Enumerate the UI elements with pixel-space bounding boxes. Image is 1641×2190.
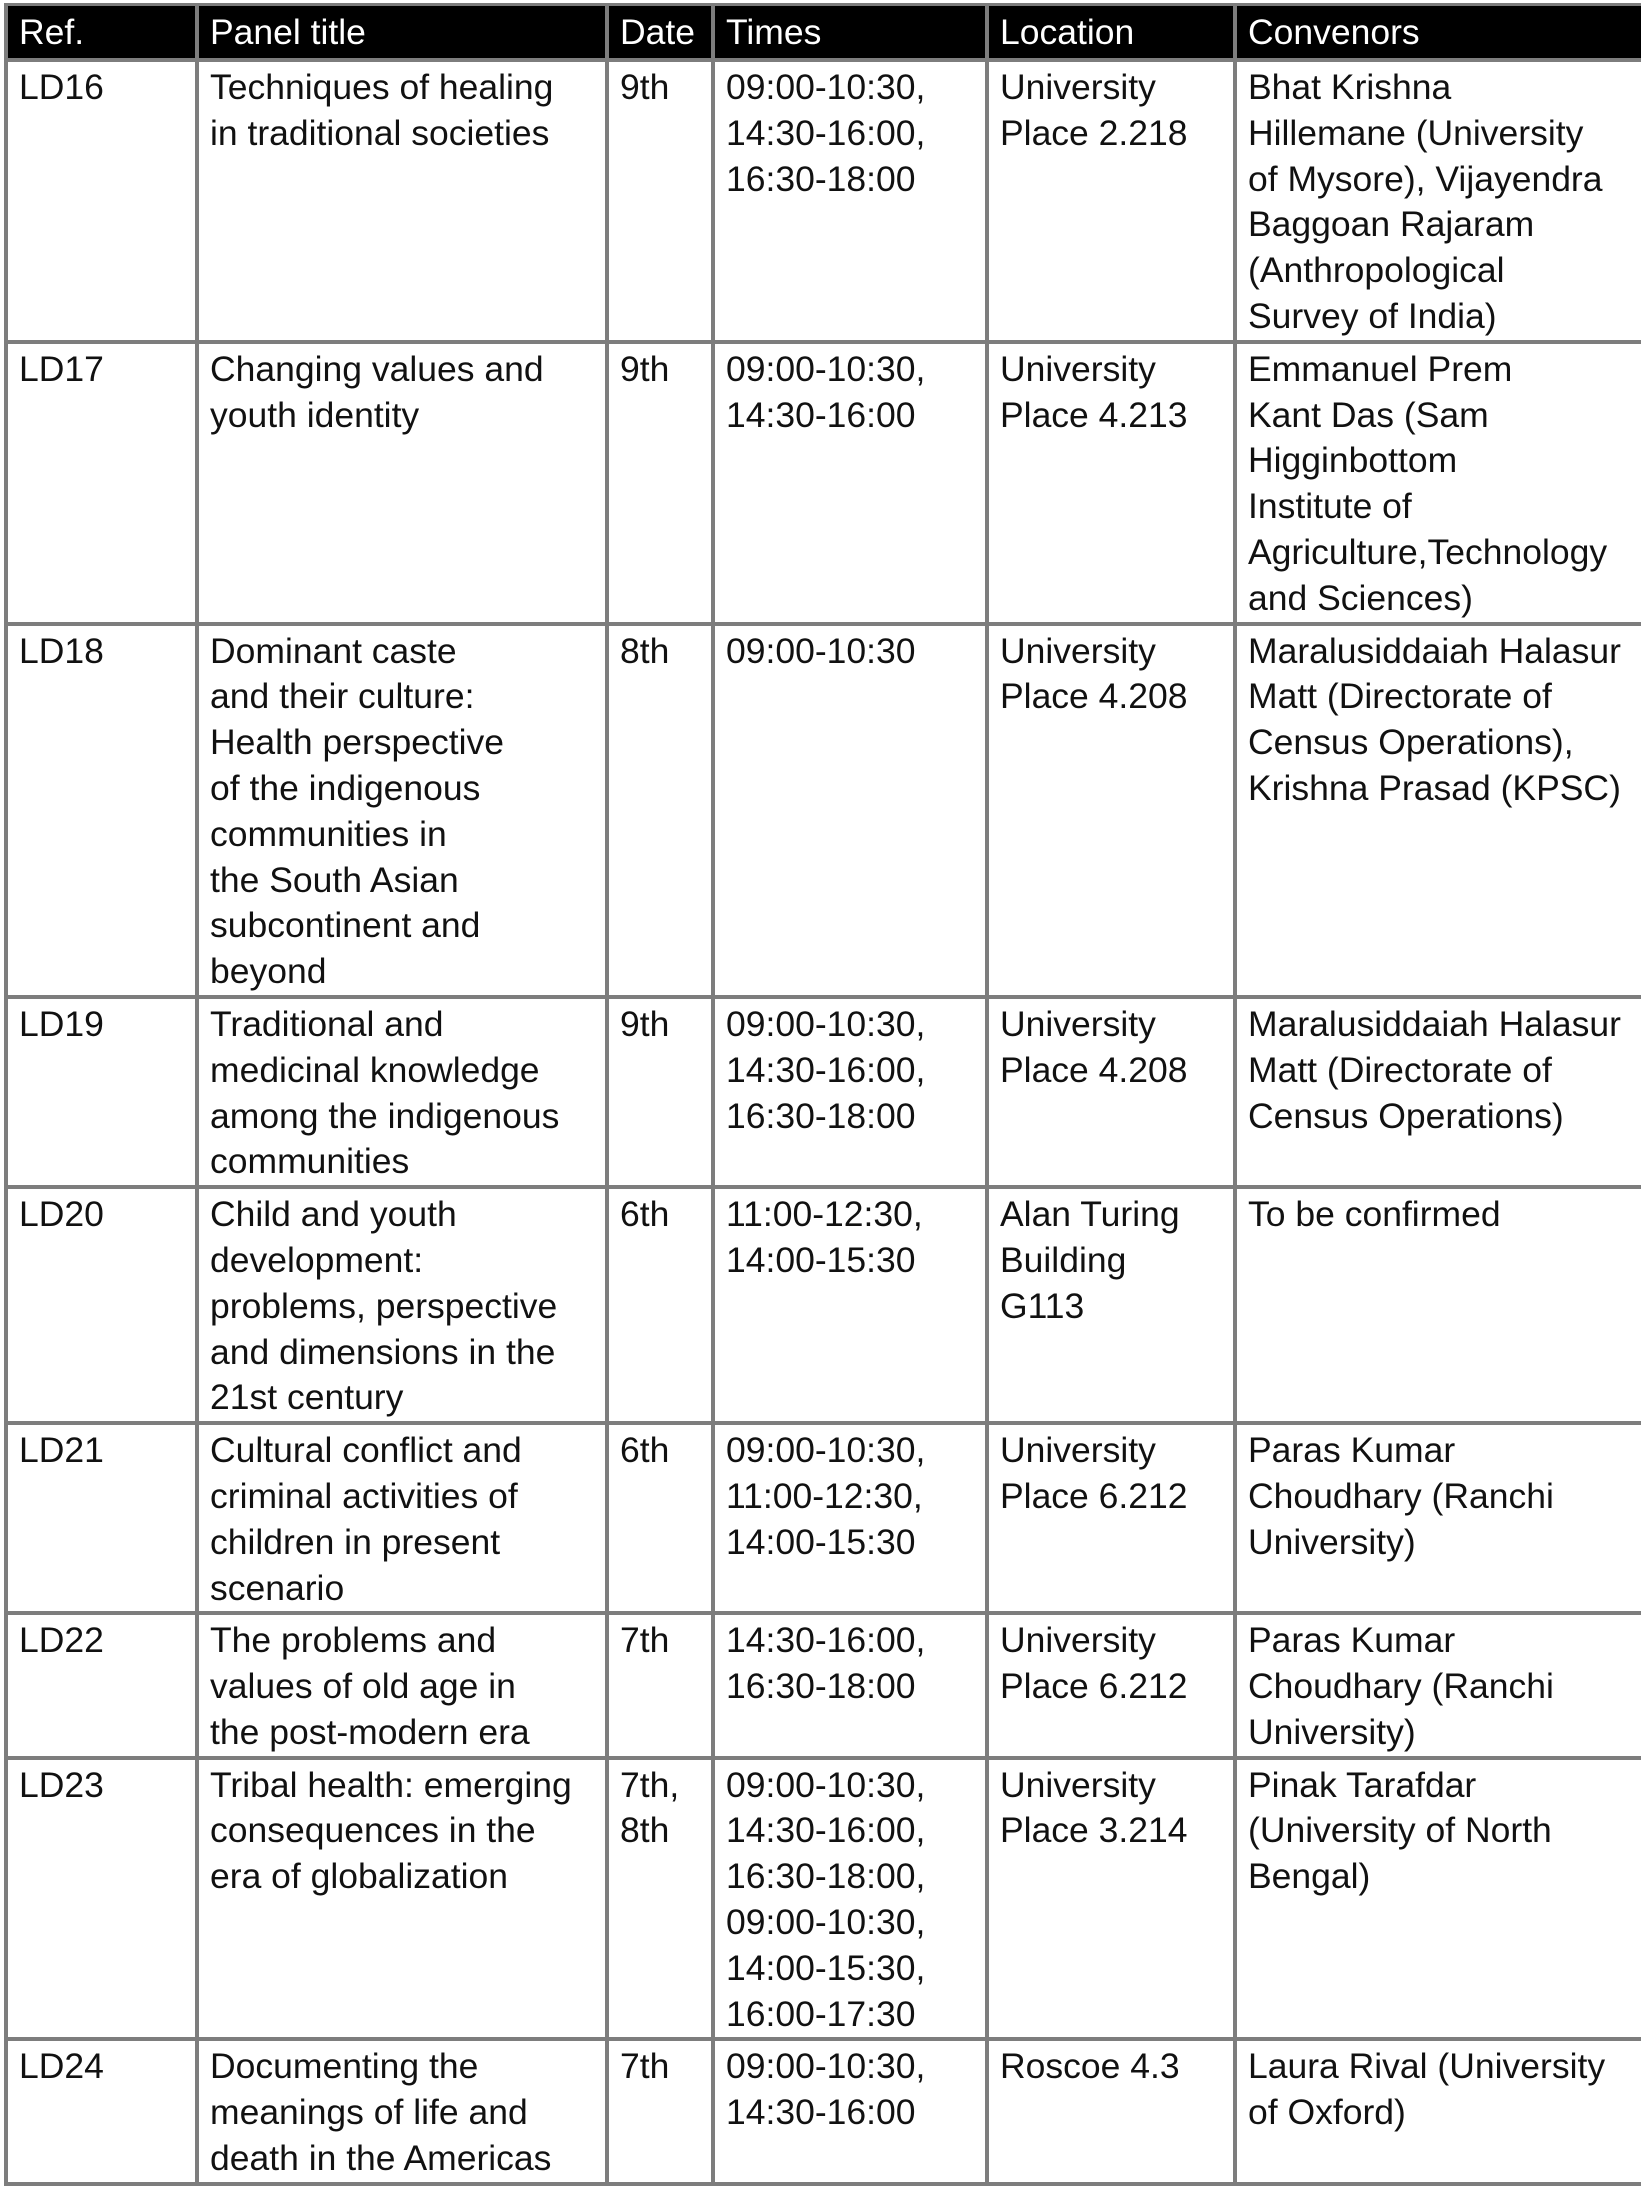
cell-times: 11:00-12:30, 14:00-15:30 bbox=[713, 1187, 987, 1423]
cell-location: University Place 4.213 bbox=[987, 342, 1235, 624]
cell-convenors: Paras Kumar Choudhary (Ranchi University) bbox=[1235, 1423, 1641, 1613]
cell-date: 7th bbox=[607, 2039, 713, 2183]
cell-ref: LD23 bbox=[6, 1758, 197, 2040]
cell-location: University Place 6.212 bbox=[987, 1423, 1235, 1613]
cell-times: 14:30-16:00, 16:30-18:00 bbox=[713, 1613, 987, 1757]
cell-location: University Place 4.208 bbox=[987, 624, 1235, 997]
cell-convenors: Pinak Tarafdar (University of North Bengal) bbox=[1235, 1758, 1641, 2040]
cell-times: 09:00-10:30, 14:30-16:00, 16:30-18:00 bbox=[713, 60, 987, 342]
panels-table bbox=[4, 3, 1641, 2186]
cell-times: 09:00-10:30 bbox=[713, 624, 987, 997]
cell-date: 9th bbox=[607, 997, 713, 1187]
header-ref: Ref. bbox=[6, 5, 197, 61]
cell-convenors: Maralusiddaiah Halasur Matt (Directorate of Census Operations) bbox=[1235, 997, 1641, 1187]
cell-panel-title: Changing values and youth identity bbox=[197, 342, 607, 624]
table-row bbox=[6, 342, 1641, 624]
cell-convenors: Bhat Krishna Hillemane (University of Mysore), Vijayendra Baggoan Rajaram (Anthropological Survey of India) bbox=[1235, 60, 1641, 342]
cell-location: Alan Turing Building G113 bbox=[987, 1187, 1235, 1423]
cell-location: University Place 2.218 bbox=[987, 60, 1235, 342]
cell-ref: LD20 bbox=[6, 1187, 197, 1423]
cell-convenors: Maralusiddaiah Halasur Matt (Directorate of Census Operations), Krishna Prasad (KPSC) bbox=[1235, 624, 1641, 997]
cell-location: University Place 3.214 bbox=[987, 1758, 1235, 2040]
header-row bbox=[6, 5, 1641, 61]
cell-panel-title: The problems and values of old age in the post-modern era bbox=[197, 1613, 607, 1757]
cell-times: 09:00-10:30, 14:30-16:00, 16:30-18:00, 09:00-10:30, 14:00-15:30, 16:00-17:30 bbox=[713, 1758, 987, 2040]
table-row bbox=[6, 1758, 1641, 2040]
cell-ref: LD22 bbox=[6, 1613, 197, 1757]
cell-convenors: Laura Rival (University of Oxford) bbox=[1235, 2039, 1641, 2183]
cell-times: 09:00-10:30, 14:30-16:00, 16:30-18:00 bbox=[713, 997, 987, 1187]
cell-ref: LD16 bbox=[6, 60, 197, 342]
cell-times: 09:00-10:30, 11:00-12:30, 14:00-15:30 bbox=[713, 1423, 987, 1613]
header-panel-title: Panel title bbox=[197, 5, 607, 61]
cell-panel-title: Techniques of healing in traditional societies bbox=[197, 60, 607, 342]
cell-ref: LD19 bbox=[6, 997, 197, 1187]
header-date: Date bbox=[607, 5, 713, 61]
table-row bbox=[6, 997, 1641, 1187]
table-row bbox=[6, 1187, 1641, 1423]
cell-ref: LD21 bbox=[6, 1423, 197, 1613]
cell-convenors: To be confirmed bbox=[1235, 1187, 1641, 1423]
cell-convenors: Emmanuel Prem Kant Das (Sam Higginbottom Institute of Agriculture,Technology and Sciences) bbox=[1235, 342, 1641, 624]
cell-date: 9th bbox=[607, 342, 713, 624]
cell-times: 09:00-10:30, 14:30-16:00 bbox=[713, 2039, 987, 2183]
cell-panel-title: Dominant caste and their culture: Health perspective of the indigenous communities in the South Asian subcontinent and beyond bbox=[197, 624, 607, 997]
table-row bbox=[6, 1423, 1641, 1613]
cell-date: 6th bbox=[607, 1423, 713, 1613]
cell-convenors: Paras Kumar Choudhary (Ranchi University) bbox=[1235, 1613, 1641, 1757]
cell-panel-title: Traditional and medicinal knowledge among the indigenous communities bbox=[197, 997, 607, 1187]
table-row bbox=[6, 2039, 1641, 2183]
header-convenors: Convenors bbox=[1235, 5, 1641, 61]
cell-date: 6th bbox=[607, 1187, 713, 1423]
table-row bbox=[6, 60, 1641, 342]
cell-ref: LD24 bbox=[6, 2039, 197, 2183]
cell-panel-title: Documenting the meanings of life and death in the Americas bbox=[197, 2039, 607, 2183]
cell-location: University Place 6.212 bbox=[987, 1613, 1235, 1757]
cell-panel-title: Tribal health: emerging consequences in the era of globalization bbox=[197, 1758, 607, 2040]
cell-date: 7th bbox=[607, 1613, 713, 1757]
cell-location: University Place 4.208 bbox=[987, 997, 1235, 1187]
table-row bbox=[6, 624, 1641, 997]
header-location: Location bbox=[987, 5, 1235, 61]
cell-ref: LD18 bbox=[6, 624, 197, 997]
header-times: Times bbox=[713, 5, 987, 61]
cell-panel-title: Cultural conflict and criminal activities of children in present scenario bbox=[197, 1423, 607, 1613]
cell-ref: LD17 bbox=[6, 342, 197, 624]
cell-times: 09:00-10:30, 14:30-16:00 bbox=[713, 342, 987, 624]
cell-location: Roscoe 4.3 bbox=[987, 2039, 1235, 2183]
cell-panel-title: Child and youth development: problems, perspective and dimensions in the 21st century bbox=[197, 1187, 607, 1423]
cell-date: 7th, 8th bbox=[607, 1758, 713, 2040]
cell-date: 9th bbox=[607, 60, 713, 342]
cell-date: 8th bbox=[607, 624, 713, 997]
table-row bbox=[6, 1613, 1641, 1757]
